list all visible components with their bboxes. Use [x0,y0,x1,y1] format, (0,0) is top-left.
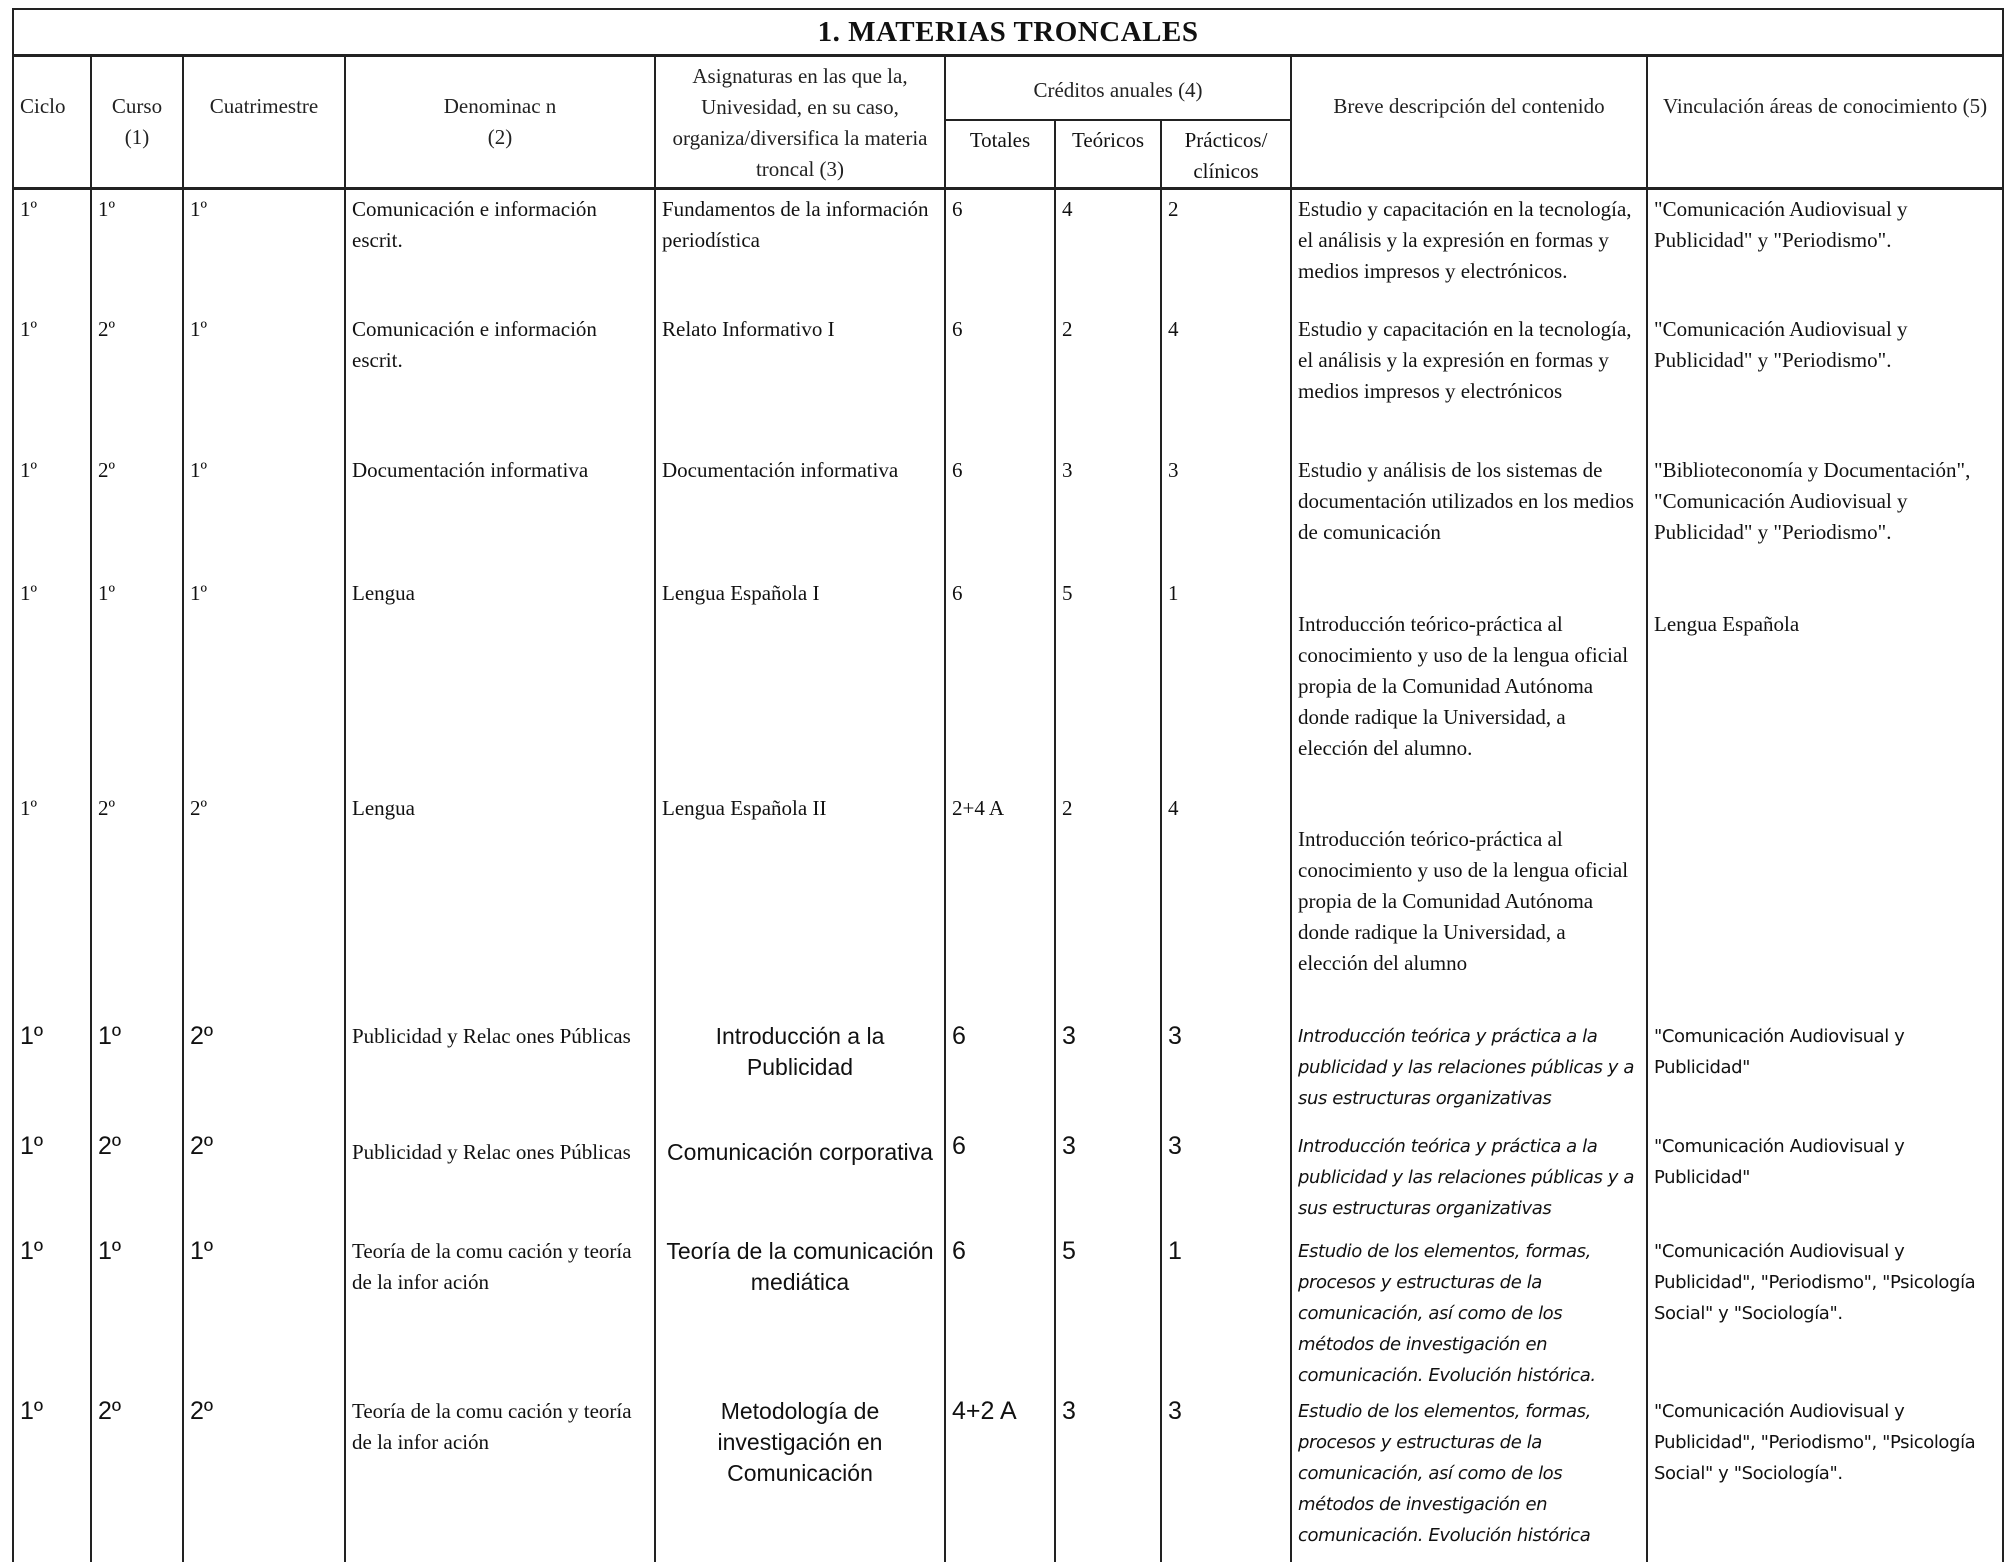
cell-curso: 1º [91,574,183,789]
cell-cuatrimestre: 2º [183,1017,345,1127]
cell-descripcion: Estudio de los elementos, formas, procesos y estructuras de la comunicación, así como de los métodos de investigación en comunicación. Evolución histórica [1291,1392,1647,1562]
cell-cuatrimestre: 1º [183,574,345,789]
cell-totales: 6 [945,574,1055,789]
cell-vinculacion [1647,789,2003,1017]
cell-descripcion: Introducción teórica y práctica a la publicidad y las relaciones públicas y a sus estructuras organizativas [1291,1017,1647,1127]
cell-curso: 2º [91,789,183,1017]
cell-cuatrimestre: 2º [183,1392,345,1562]
header-vinculacion: Vinculación áreas de conocimiento (5) [1647,56,2003,188]
cell-descripcion: Estudio y capacitación en la tecnología, el análisis y la expresión en formas y medios impresos y electrónicos [1291,310,1647,451]
cell-asignatura: Lengua Española II [655,789,945,1017]
cell-totales: 6 [945,310,1055,451]
cell-curso: 1º [91,1232,183,1392]
cell-asignatura: Teoría de la comunicación mediática [655,1232,945,1392]
cell-practicos: 3 [1161,451,1291,574]
document-page [12,8,2002,1555]
cell-ciclo: 1º [13,1017,91,1127]
cell-cuatrimestre: 1º [183,310,345,451]
cell-totales: 2+4 A [945,789,1055,1017]
cell-ciclo: 1º [13,789,91,1017]
cell-vinculacion: "Comunicación Audiovisual y Publicidad" [1647,1017,2003,1127]
cell-cuatrimestre: 1º [183,451,345,574]
cell-denominacion: Publicidad y Relac ones Públicas [345,1017,655,1127]
cell-cuatrimestre: 1º [183,1232,345,1392]
cell-vinculacion: Lengua Española [1654,611,1800,636]
header-totales: Totales [945,120,1055,187]
header-cuatrimestre: Cuatrimestre [183,56,345,188]
cell-totales: 6 [945,451,1055,574]
cell-teoricos: 5 [1055,574,1161,789]
cell-practicos: 4 [1161,310,1291,451]
table-row [13,574,2003,789]
cell-totales: 6 [945,1017,1055,1127]
header-creditos: Créditos anuales (4) [945,56,1291,121]
cell-vinculacion: "Biblioteconomía y Documentación", "Comunicación Audiovisual y Publicidad" y "Periodismo". [1647,451,2003,574]
cell-denominacion: Comunicación e información escrit. [345,189,655,310]
materias-troncales-table [12,8,2004,1562]
table-row [13,1392,2003,1562]
cell-curso: 2º [91,1127,183,1232]
cell-descripcion: Introducción teórico-práctica al conocimiento y uso de la lengua oficial propia de la Comunidad Autónoma donde radique la Universidad, a elección del alumno [1298,826,1629,975]
table-row [13,189,2003,310]
header-curso: Curso (1) [91,56,183,188]
cell-teoricos: 5 [1055,1232,1161,1392]
cell-curso: 2º [91,1392,183,1562]
cell-ciclo: 1º [13,1232,91,1392]
cell-practicos: 1 [1161,574,1291,789]
cell-asignatura: Introducción a la Publicidad [655,1017,945,1127]
cell-vinculacion: "Comunicación Audiovisual y Publicidad", "Periodismo", "Psicología Social" y "Sociología". [1647,1392,2003,1562]
cell-ciclo: 1º [13,1392,91,1562]
cell-denominacion: Teoría de la comu cación y teoría de la infor ación [345,1232,655,1392]
cell-ciclo: 1º [13,574,91,789]
header-denominacion: Denominac n (2) [345,56,655,188]
cell-vinculacion: "Comunicación Audiovisual y Publicidad", "Periodismo", "Psicología Social" y "Sociología". [1647,1232,2003,1392]
cell-asignatura: Fundamentos de la información periodística [655,189,945,310]
cell-cuatrimestre: 1º [183,189,345,310]
cell-teoricos: 3 [1055,1392,1161,1562]
table-row [13,451,2003,574]
cell-ciclo: 1º [13,451,91,574]
cell-totales: 4+2 A [945,1392,1055,1562]
cell-asignatura: Lengua Española I [655,574,945,789]
cell-practicos: 3 [1161,1392,1291,1562]
header-practicos: Prácticos/ clínicos [1161,120,1291,187]
table-row [13,1127,2003,1232]
cell-totales: 6 [945,189,1055,310]
cell-denominacion: Publicidad y Relac ones Públicas [352,1139,631,1164]
cell-denominacion: Teoría de la comu cación y teoría de la infor ación [345,1392,655,1562]
cell-vinculacion: "Comunicación Audiovisual y Publicidad" [1647,1127,2003,1232]
cell-ciclo: 1º [13,310,91,451]
cell-practicos: 4 [1161,789,1291,1017]
cell-ciclo: 1º [13,189,91,310]
cell-cuatrimestre: 2º [183,1127,345,1232]
cell-teoricos: 3 [1055,1017,1161,1127]
cell-totales: 6 [945,1127,1055,1232]
cell-descripcion: Introducción teórico-práctica al conocimiento y uso de la lengua oficial propia de la Comunidad Autónoma donde radique la Universidad, a elección del alumno. [1298,611,1629,760]
header-asignaturas: Asignaturas en las que la, Univesidad, en su caso, organiza/diversifica la materia troncal (3) [655,56,945,188]
header-ciclo: Ciclo [13,56,91,188]
cell-asignatura: Documentación informativa [655,451,945,574]
cell-teoricos: 2 [1055,789,1161,1017]
cell-teoricos: 3 [1055,451,1161,574]
cell-descripcion: Introducción teórica y práctica a la publicidad y las relaciones públicas y a sus estructuras organizativas [1291,1127,1647,1232]
cell-teoricos: 3 [1055,1127,1161,1232]
cell-practicos: 2 [1161,189,1291,310]
table-row [13,1017,2003,1127]
header-teoricos: Teóricos [1055,120,1161,187]
cell-denominacion: Lengua [345,789,655,1017]
cell-vinculacion: "Comunicación Audiovisual y Publicidad" y "Periodismo". [1647,310,2003,451]
cell-asignatura: Metodología de investigación en Comunicación [655,1392,945,1562]
cell-practicos: 3 [1161,1017,1291,1127]
cell-denominacion: Documentación informativa [345,451,655,574]
table-row [13,1232,2003,1392]
cell-practicos: 1 [1161,1232,1291,1392]
header-descripcion: Breve descripción del contenido [1291,56,1647,188]
cell-asignatura: Comunicación corporativa [667,1138,933,1165]
cell-curso: 2º [91,451,183,574]
cell-totales: 6 [945,1232,1055,1392]
cell-cuatrimestre: 2º [183,789,345,1017]
cell-denominacion: Lengua [345,574,655,789]
cell-asignatura: Relato Informativo I [655,310,945,451]
cell-descripcion: Estudio y capacitación en la tecnología, el análisis y la expresión en formas y medios impresos y electrónicos. [1291,189,1647,310]
cell-ciclo: 1º [13,1127,91,1232]
cell-descripcion: Estudio y análisis de los sistemas de documentación utilizados en los medios de comunicación [1291,451,1647,574]
cell-denominacion: Comunicación e información escrit. [345,310,655,451]
cell-descripcion: Estudio de los elementos, formas, procesos y estructuras de la comunicación, así como de los métodos de investigación en comunicación. Evolución histórica. [1291,1232,1647,1392]
table-row [13,310,2003,451]
cell-practicos: 3 [1161,1127,1291,1232]
cell-curso: 2º [91,310,183,451]
table-row [13,789,2003,1017]
table-title: 1. MATERIAS TRONCALES [13,9,2003,56]
cell-vinculacion: "Comunicación Audiovisual y Publicidad" y "Periodismo". [1647,189,2003,310]
cell-teoricos: 2 [1055,310,1161,451]
cell-curso: 1º [91,1017,183,1127]
cell-teoricos: 4 [1055,189,1161,310]
cell-curso: 1º [91,189,183,310]
